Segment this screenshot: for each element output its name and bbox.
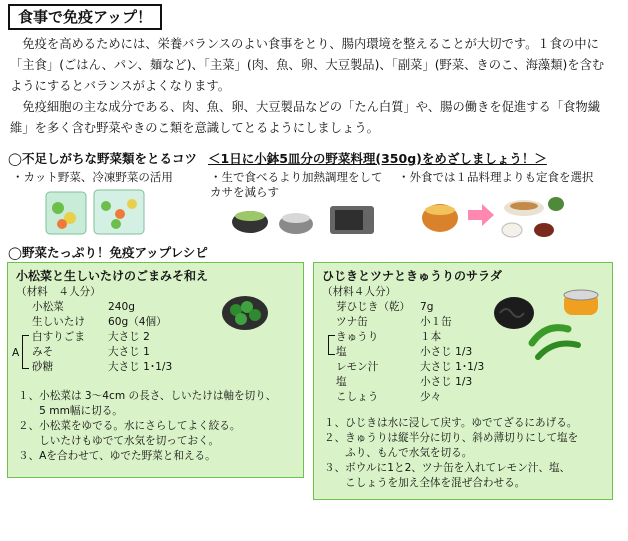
ingredient-row bbox=[32, 360, 172, 375]
recipe-step: こしょうを加え全体を混ぜ合わせる。 bbox=[324, 477, 526, 489]
ingredient-row bbox=[336, 345, 472, 360]
ingredient-name: 塩 bbox=[336, 346, 347, 358]
ingredient-qty: 大さじ 1･1/3 bbox=[420, 361, 485, 373]
ingredient-qty: 小１缶 bbox=[420, 316, 452, 328]
ingredient-row bbox=[32, 315, 167, 330]
ingredient-qty: 小さじ 1/3 bbox=[420, 346, 473, 358]
recipe-card-hijiki-salad bbox=[313, 262, 613, 500]
ingredient-name: レモン汁 bbox=[336, 361, 379, 373]
vegetable-bags-icon bbox=[40, 188, 150, 238]
ingredient-name: 芽ひじき（乾） bbox=[336, 301, 411, 313]
page-title: 食事で免疫アップ！ bbox=[8, 4, 162, 30]
ingredient-qty: 240g bbox=[108, 301, 135, 313]
ingredient-group-bracket bbox=[22, 335, 29, 369]
recipe-step: ２、きゅうりは縦半分に切り、斜め薄切りにして塩を bbox=[324, 432, 579, 444]
ingredient-qty: 大さじ 1･1/3 bbox=[108, 361, 173, 373]
ingredient-row bbox=[32, 345, 150, 360]
ingredient-name: 小松菜 bbox=[32, 301, 64, 313]
recipe-title: ひじきとツナときゅうりのサラダ bbox=[322, 269, 502, 283]
recipe-step: しいたけもゆでて水気を切っておく。 bbox=[18, 435, 220, 447]
tips-heading: ◯不足しがちな野菜類をとるコツ bbox=[8, 151, 197, 166]
recipe-step: ３、ボウルに1と2、ツナ缶を入れてレモン汁、塩、 bbox=[324, 462, 571, 474]
bowl-to-set-meal-icon bbox=[420, 190, 570, 240]
cooking-pots-microwave-icon bbox=[228, 196, 378, 238]
recipe-step: ふり、もんで水気を切る。 bbox=[324, 447, 473, 459]
ingredient-qty: 大さじ 2 bbox=[108, 331, 150, 343]
ingredient-row bbox=[336, 360, 484, 375]
tip-item-cut-vegetables: ・カット野菜、冷凍野菜の活用 bbox=[12, 170, 173, 184]
recipes-heading: ◯野菜たっぷり！免疫アップレシピ bbox=[8, 245, 208, 260]
ingredient-qty: 小さじ 1/3 bbox=[420, 376, 473, 388]
recipe-card-komatsuna bbox=[7, 262, 304, 478]
ingredient-qty: 大さじ 1 bbox=[108, 346, 150, 358]
ingredient-group-label: A bbox=[12, 347, 20, 359]
recipe-title: 小松菜と生しいたけのごまみそ和え bbox=[16, 269, 209, 283]
recipe-serving: （材料 ４人分） bbox=[16, 286, 101, 298]
ingredient-row bbox=[32, 300, 135, 315]
ingredient-name: 塩 bbox=[336, 376, 347, 388]
ingredient-qty: 7g bbox=[420, 301, 434, 313]
ingredient-row bbox=[336, 315, 452, 330]
ingredient-name: ツナ缶 bbox=[336, 316, 368, 328]
intro-paragraph-2: 免疫細胞の主な成分である、肉、魚、卵、大豆製品などの「たん白質」や、腸の働きを促進する「食物繊維」を多く含む野菜やきのこ類を意識してとるようにしましょう。 bbox=[10, 100, 601, 135]
ingredient-name: みそ bbox=[32, 346, 54, 358]
recipe-serving: （材料４人分） bbox=[322, 286, 397, 298]
recipe-step: ２、小松菜をゆでる。水にさらしてよく絞る。 bbox=[18, 420, 241, 432]
recipe-step: 5 mm幅に切る。 bbox=[18, 405, 123, 417]
ingredient-row bbox=[32, 330, 150, 345]
ingredient-qty: １本 bbox=[420, 331, 442, 343]
ingredient-row bbox=[336, 300, 433, 315]
ingredient-row bbox=[336, 390, 441, 405]
ingredient-name: こしょう bbox=[336, 391, 379, 403]
ingredient-name: 砂糖 bbox=[32, 361, 54, 373]
ingredient-name: 生しいたけ bbox=[32, 316, 85, 328]
recipe-step: １、ひじきは水に浸して戻す。ゆでてざるにあげる。 bbox=[324, 417, 578, 429]
tips-goal: ＜1日に小鉢5皿分の野菜料理(350g)をめざしましょう！＞ bbox=[208, 151, 547, 166]
intro-paragraph-1: 免疫を高めるためには、栄養バランスのよい食事をとり、腸内環境を整えることが大切です。１食の中に「主食」(ごはん、パン、麺など)、「主菜」(肉、魚、卵、大豆製品)、「副菜」(野菜、きのこ、海藻類)を含むようにするとバランスがよくなります。 bbox=[10, 37, 605, 93]
ingredient-row bbox=[336, 375, 472, 390]
tip-item-cook-vegetables: ・生で食べるより加熱調理をしてカサを減らす bbox=[210, 170, 383, 199]
recipe-step: １、小松菜は 3～4cm の長さ、しいたけは軸を切り、 bbox=[18, 390, 277, 402]
ingredient-group-bracket bbox=[328, 335, 335, 355]
greens-bowl-icon bbox=[220, 293, 270, 333]
ingredient-row bbox=[336, 330, 441, 345]
ingredient-name: 白すりごま bbox=[32, 331, 85, 343]
ingredient-name: きゅうり bbox=[336, 331, 379, 343]
tip-item-set-meal: ・外食では１品料理よりも定食を選択 bbox=[398, 170, 594, 184]
ingredient-qty: 60g（4個） bbox=[108, 316, 167, 328]
ingredient-qty: 少々 bbox=[420, 391, 442, 403]
intro-text bbox=[10, 34, 610, 139]
hijiki-cucumber-tuna-icon bbox=[492, 287, 604, 367]
recipe-step: ３、Aを合わせて、ゆでた野菜と和える。 bbox=[18, 450, 216, 462]
